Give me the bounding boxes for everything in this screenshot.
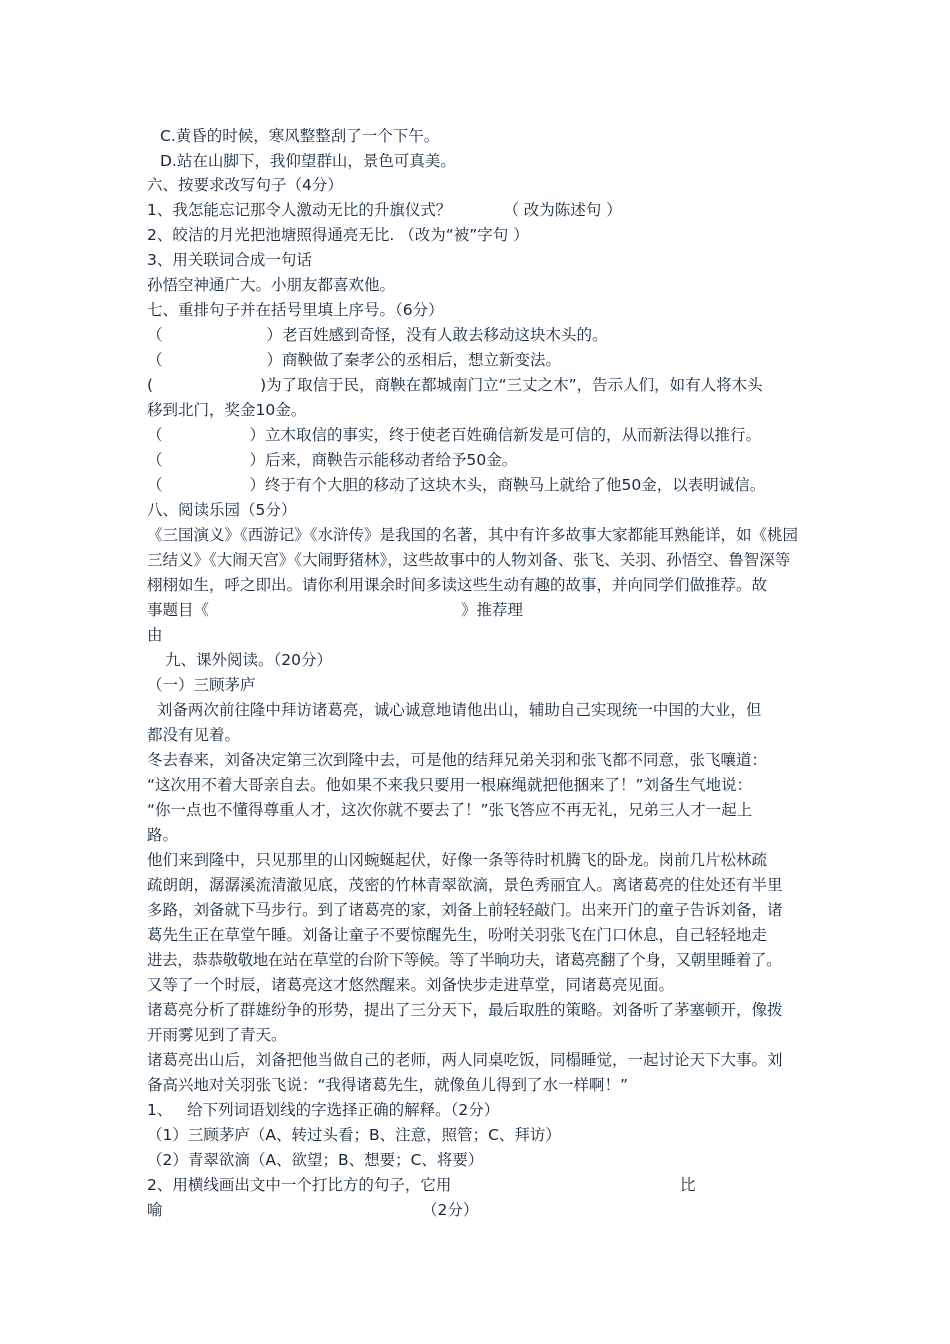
section6-heading: 六、按要求改写句子（4分） <box>147 176 343 194</box>
story-title-line <box>147 599 523 621</box>
section6-q1-text: 1、我怎能忘记那令人激动无比的升旗仪式？ <box>147 201 452 219</box>
reorder-item <box>147 374 763 396</box>
section6-q1-requirement: （ 改为陈述句 ） <box>503 201 622 219</box>
recommend-label: 》推荐理 <box>461 601 524 619</box>
section9-heading: 九、课外阅读。（20分） <box>165 651 332 669</box>
paren-open: （ <box>147 326 163 344</box>
section6-q2: 2、皎洁的月光把池塘照得通亮无比. （改为“被”字句 ） <box>147 226 529 244</box>
reorder-item <box>147 349 561 371</box>
question-1-item: （2）青翠欲滴（A、欲望；B、想要；C、将要） <box>147 1151 484 1169</box>
paren-open: （ <box>147 451 163 469</box>
passage-line: 路。 <box>147 826 179 844</box>
passage-line: 都没有见着。 <box>147 726 241 744</box>
reorder-item-text: ）老百姓感到奇怪，没有人敢去移动这块木头的。 <box>266 326 608 344</box>
paren-open: （ <box>147 426 163 444</box>
passage-title: （一）三顾茅庐 <box>147 676 256 694</box>
option-c: C.黄昏的时候，寒风整整刮了一个下午。 <box>160 127 440 145</box>
passage-line: 诸葛亮分析了群雄纷争的形势，提出了三分天下，最后取胜的策略。刘备听了茅塞顿开，像拨 <box>147 1001 783 1019</box>
section6-q3-text: 孙悟空神通广大。小朋友都喜欢他。 <box>147 276 396 294</box>
reorder-item-continuation: 移到北门，奖金10金。 <box>147 401 307 419</box>
reorder-item <box>147 324 608 346</box>
section6-q3: 3、用关联词合成一句话 <box>147 251 312 269</box>
section7-heading: 七、重排句子并在括号里填上序号。（6分） <box>147 301 444 319</box>
reorder-item-text: ）后来，商鞅告示能移动者给予50金。 <box>249 451 518 469</box>
paragraph-line: 《三国演义》《西游记》《水浒传》是我国的名著，其中有许多故事大家都能耳熟能详，如《桃园 <box>147 526 799 544</box>
passage-line: 刘备两次前往隆中拜访诸葛亮，诚心诚意地请他出山，辅助自己实现统一中国的大业，但 <box>147 701 762 719</box>
question-2-compare-label: 比 <box>680 1176 696 1194</box>
passage-line: 他们来到隆中，只见那里的山冈蜿蜒起伏，好像一条等待时机腾飞的卧龙。岗前几片松林疏 <box>147 851 768 869</box>
question-2-text: 2、用横线画出文中一个打比方的句子，它用 <box>147 1176 452 1194</box>
reorder-item-text: ）终于有个大胆的移动了这块木头，商鞅马上就给了他50金，以表明诚信。 <box>249 476 766 494</box>
paren-open: （ <box>147 476 163 494</box>
question-1-item: （1）三顾茅庐（A、转过头看；B、注意，照管；C、拜访） <box>147 1126 561 1144</box>
section8-heading: 八、阅读乐园（5分） <box>147 501 297 519</box>
passage-line: 诸葛亮出山后，刘备把他当做自己的老师，两人同桌吃饭，同榻睡觉，一起讨论天下大事。刘 <box>147 1051 783 1069</box>
passage-line: 冬去春来，刘备决定第三次到隆中去，可是他的结拜兄弟关羽和张飞都不同意，张飞嚷道： <box>147 751 768 769</box>
reorder-item <box>147 449 517 471</box>
paren-open: （ <box>147 351 163 369</box>
paren-open: ( <box>147 376 154 394</box>
paragraph-line: 栩栩如生，呼之即出。请你利用课余时间多读这些生动有趣的故事，并向同学们做推荐。故 <box>147 576 768 594</box>
question-2 <box>147 1174 451 1196</box>
paragraph-line: 三结义》《大闹天宫》《大闹野猪林》，这些故事中的人物刘备、张飞、关羽、孙悟空、鲁智深等 <box>147 551 791 569</box>
question-1: 1、 给下列词语划线的字选择正确的解释。（2分） <box>147 1101 500 1119</box>
reorder-item-text: )为了取信于民，商鞅在都城南门立“三丈之木”，告示人们，如有人将木头 <box>260 376 763 394</box>
reorder-item <box>147 474 765 496</box>
passage-line: 葛先生正在草堂午睡。刘备让童子不要惊醒先生，吩咐关羽张飞在门口休息，自己轻轻地走 <box>147 926 768 944</box>
passage-line: 进去，恭恭敬敬地在站在草堂的台阶下等候。等了半晌功夫，诸葛亮翻了个身，又朝里睡着了。 <box>147 951 782 969</box>
passage-line: 又等了一个时辰，诸葛亮这才悠然醒来。刘备快步走进草堂，同诸葛亮见面。 <box>147 976 675 994</box>
passage-line: 疏朗朗，潺潺溪流清澈见底，茂密的竹林青翠欲滴，景色秀丽宜人。离诸葛亮的住处还有半里 <box>147 876 783 894</box>
passage-line: “你一点也不懂得尊重人才，这次你就不要去了！”张飞答应不再无礼，兄弟三人才一起上 <box>147 801 753 819</box>
option-d: D.站在山脚下，我仰望群山，景色可真美。 <box>160 152 456 170</box>
reorder-item-text: ）立木取信的事实，终于使老百姓确信新发是可信的，从而新法得以推行。 <box>249 426 762 444</box>
story-title-label: 事题目《 <box>147 601 210 619</box>
reorder-item <box>147 424 761 446</box>
question-2-score: （2分） <box>422 1201 479 1219</box>
reorder-item-text: ）商鞅做了秦孝公的丞相后，想立新变法。 <box>266 351 562 369</box>
recommend-reason-end: 由 <box>147 626 163 644</box>
passage-line: 多路，刘备就下马步行。到了诸葛亮的家，刘备上前轻轻敲门。出来开门的童子告诉刘备，诸 <box>147 901 783 919</box>
passage-line: 备高兴地对关羽张飞说：“我得诸葛先生，就像鱼儿得到了水一样啊！” <box>147 1076 629 1094</box>
passage-line: 开雨雾见到了青天。 <box>147 1026 287 1044</box>
section6-q1 <box>147 199 622 221</box>
passage-line: “这次用不着大哥亲自去。他如果不来我只要用一根麻绳就把他捆来了！”刘备生气地说： <box>147 776 753 794</box>
question-2-cont: 喻 <box>147 1201 163 1219</box>
